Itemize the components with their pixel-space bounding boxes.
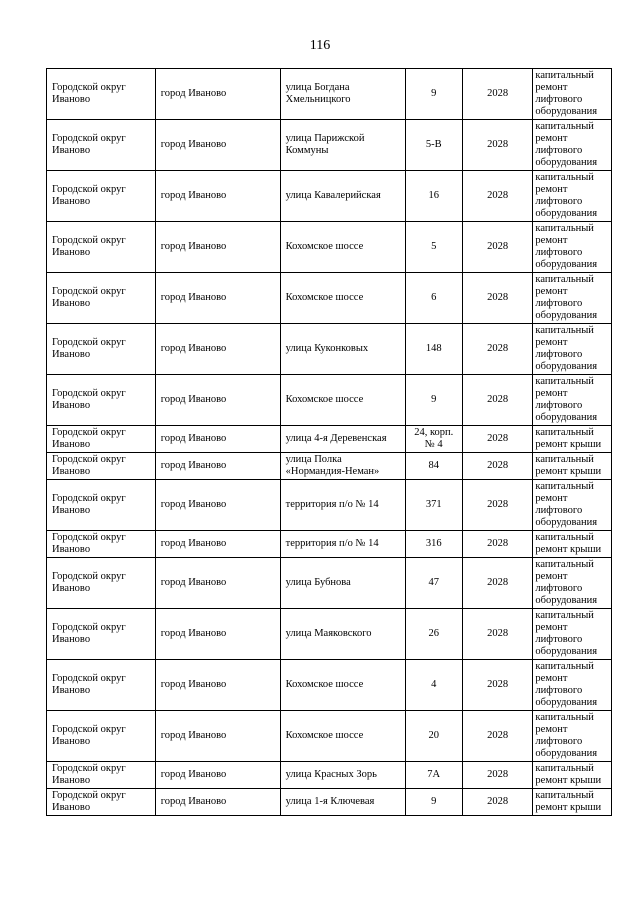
street-cell: улица Красных Зорь [280, 762, 405, 789]
city-cell: город Иваново [155, 558, 280, 609]
work-type-cell: капитальный ремонт лифтового оборудования [533, 660, 612, 711]
work-type-cell: капитальный ремонт лифтового оборудования [533, 273, 612, 324]
house-number-cell: 24, корп. № 4 [405, 426, 462, 453]
city-cell: город Иваново [155, 375, 280, 426]
year-cell: 2028 [462, 531, 532, 558]
house-number-cell: 5 [405, 222, 462, 273]
city-cell: город Иваново [155, 120, 280, 171]
work-type-cell: капитальный ремонт крыши [533, 762, 612, 789]
table-row [47, 426, 612, 453]
district-cell: Городской округ Иваново [47, 171, 156, 222]
year-cell: 2028 [462, 480, 532, 531]
district-cell: Городской округ Иваново [47, 660, 156, 711]
work-type-cell: капитальный ремонт крыши [533, 453, 612, 480]
street-cell: улица Богдана Хмельницкого [280, 69, 405, 120]
street-cell: улица Куконковых [280, 324, 405, 375]
house-number-cell: 6 [405, 273, 462, 324]
year-cell: 2028 [462, 324, 532, 375]
year-cell: 2028 [462, 711, 532, 762]
table-row [47, 711, 612, 762]
city-cell: город Иваново [155, 660, 280, 711]
district-cell: Городской округ Иваново [47, 375, 156, 426]
street-cell: улица 1-я Ключевая [280, 789, 405, 816]
city-cell: город Иваново [155, 480, 280, 531]
work-type-cell: капитальный ремонт лифтового оборудования [533, 120, 612, 171]
house-number-cell: 9 [405, 789, 462, 816]
district-cell: Городской округ Иваново [47, 120, 156, 171]
house-number-cell: 47 [405, 558, 462, 609]
page-number: 116 [309, 38, 331, 53]
table-row [47, 69, 612, 120]
repair-schedule-table [46, 68, 612, 816]
year-cell: 2028 [462, 375, 532, 426]
work-type-cell: капитальный ремонт лифтового оборудования [533, 711, 612, 762]
city-cell: город Иваново [155, 711, 280, 762]
street-cell: улица Кавалерийская [280, 171, 405, 222]
street-cell: Кохомское шоссе [280, 222, 405, 273]
street-cell: Кохомское шоссе [280, 375, 405, 426]
table-row [47, 222, 612, 273]
year-cell: 2028 [462, 222, 532, 273]
work-type-cell: капитальный ремонт лифтового оборудования [533, 480, 612, 531]
table-row [47, 762, 612, 789]
work-type-cell: капитальный ремонт крыши [533, 531, 612, 558]
district-cell: Городской округ Иваново [47, 531, 156, 558]
district-cell: Городской округ Иваново [47, 480, 156, 531]
city-cell: город Иваново [155, 171, 280, 222]
street-cell: Кохомское шоссе [280, 660, 405, 711]
street-cell: улица Парижской Коммуны [280, 120, 405, 171]
house-number-cell: 7А [405, 762, 462, 789]
year-cell: 2028 [462, 453, 532, 480]
city-cell: город Иваново [155, 273, 280, 324]
district-cell: Городской округ Иваново [47, 789, 156, 816]
district-cell: Городской округ Иваново [47, 762, 156, 789]
work-type-cell: капитальный ремонт лифтового оборудования [533, 171, 612, 222]
table-row [47, 453, 612, 480]
street-cell: улица Полка «Нормандия-Неман» [280, 453, 405, 480]
table-row [47, 171, 612, 222]
city-cell: город Иваново [155, 69, 280, 120]
work-type-cell: капитальный ремонт лифтового оборудования [533, 609, 612, 660]
table-body [47, 69, 612, 816]
year-cell: 2028 [462, 273, 532, 324]
work-type-cell: капитальный ремонт лифтового оборудования [533, 375, 612, 426]
year-cell: 2028 [462, 762, 532, 789]
city-cell: город Иваново [155, 222, 280, 273]
district-cell: Городской округ Иваново [47, 273, 156, 324]
district-cell: Городской округ Иваново [47, 609, 156, 660]
house-number-cell: 148 [405, 324, 462, 375]
table-row [47, 375, 612, 426]
table-row [47, 789, 612, 816]
house-number-cell: 9 [405, 69, 462, 120]
street-cell: улица 4-я Деревенская [280, 426, 405, 453]
district-cell: Городской округ Иваново [47, 426, 156, 453]
city-cell: город Иваново [155, 609, 280, 660]
city-cell: город Иваново [155, 324, 280, 375]
street-cell: Кохомское шоссе [280, 273, 405, 324]
district-cell: Городской округ Иваново [47, 69, 156, 120]
year-cell: 2028 [462, 558, 532, 609]
house-number-cell: 26 [405, 609, 462, 660]
year-cell: 2028 [462, 120, 532, 171]
year-cell: 2028 [462, 69, 532, 120]
work-type-cell: капитальный ремонт лифтового оборудования [533, 324, 612, 375]
table-row [47, 660, 612, 711]
year-cell: 2028 [462, 660, 532, 711]
street-cell: Кохомское шоссе [280, 711, 405, 762]
work-type-cell: капитальный ремонт крыши [533, 426, 612, 453]
house-number-cell: 9 [405, 375, 462, 426]
district-cell: Городской округ Иваново [47, 222, 156, 273]
year-cell: 2028 [462, 171, 532, 222]
city-cell: город Иваново [155, 762, 280, 789]
district-cell: Городской округ Иваново [47, 453, 156, 480]
table-row [47, 480, 612, 531]
table-row [47, 609, 612, 660]
work-type-cell: капитальный ремонт крыши [533, 789, 612, 816]
house-number-cell: 316 [405, 531, 462, 558]
table-row [47, 531, 612, 558]
year-cell: 2028 [462, 426, 532, 453]
district-cell: Городской округ Иваново [47, 711, 156, 762]
city-cell: город Иваново [155, 453, 280, 480]
street-cell: территория п/о № 14 [280, 480, 405, 531]
year-cell: 2028 [462, 789, 532, 816]
street-cell: территория п/о № 14 [280, 531, 405, 558]
table-row [47, 273, 612, 324]
work-type-cell: капитальный ремонт лифтового оборудования [533, 69, 612, 120]
table-row [47, 120, 612, 171]
district-cell: Городской округ Иваново [47, 324, 156, 375]
house-number-cell: 16 [405, 171, 462, 222]
district-cell: Городской округ Иваново [47, 558, 156, 609]
year-cell: 2028 [462, 609, 532, 660]
city-cell: город Иваново [155, 789, 280, 816]
city-cell: город Иваново [155, 426, 280, 453]
house-number-cell: 4 [405, 660, 462, 711]
table-row [47, 558, 612, 609]
work-type-cell: капитальный ремонт лифтового оборудования [533, 222, 612, 273]
table-row [47, 324, 612, 375]
house-number-cell: 371 [405, 480, 462, 531]
street-cell: улица Маяковского [280, 609, 405, 660]
house-number-cell: 5-В [405, 120, 462, 171]
street-cell: улица Бубнова [280, 558, 405, 609]
house-number-cell: 20 [405, 711, 462, 762]
house-number-cell: 84 [405, 453, 462, 480]
work-type-cell: капитальный ремонт лифтового оборудования [533, 558, 612, 609]
city-cell: город Иваново [155, 531, 280, 558]
